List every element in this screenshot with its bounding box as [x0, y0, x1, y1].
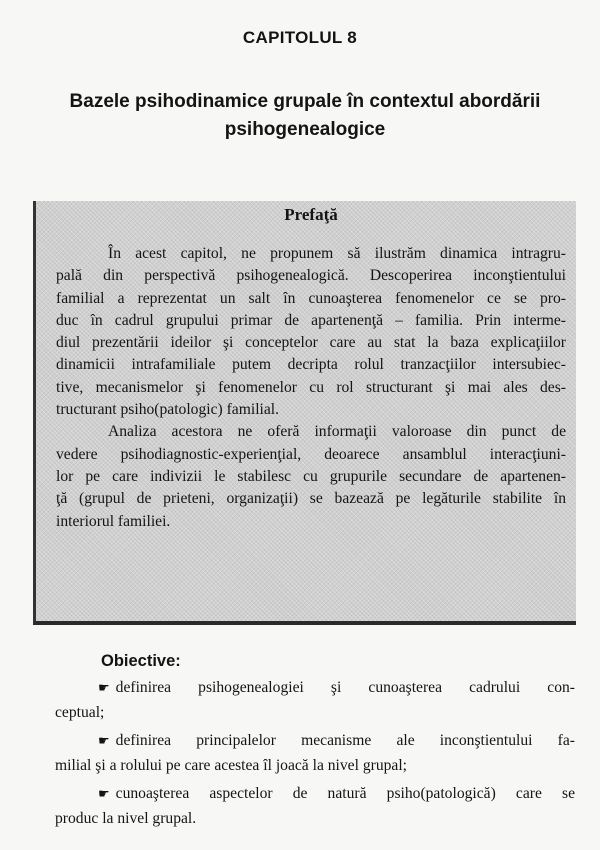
- objectives-heading: Obiective:: [101, 652, 181, 670]
- objective-first-line: [55, 676, 575, 701]
- pointing-hand-icon: ☛: [98, 681, 110, 696]
- chapter-title: [40, 88, 570, 144]
- text-line: tructurant psiho(patologic) familial.: [56, 401, 280, 419]
- text-line: pală din perspectivă psihogenealogică. Descoperirea inconştientului: [56, 267, 566, 285]
- text-line: vedere psihodiagnostic-experienţial, deoarece ansamblul interacţiuni-: [56, 445, 566, 463]
- text-line: În acest capitol, ne propunem să ilustrăm dinamica intragru-: [108, 245, 566, 262]
- text-line: diul prezentării ideilor şi conceptelor care au stat la baza explicaţiilor: [56, 334, 566, 352]
- objective-first-line: [55, 782, 575, 807]
- objective-continuation: produc la nivel grupal.: [55, 810, 197, 827]
- preface-paragraph-2: [56, 421, 566, 532]
- chapter-title-line: psihogenealogice: [224, 119, 386, 140]
- text-line: familial a reprezentat un salt în cunoaşterea fenomenelor ce se pro-: [56, 289, 566, 307]
- text-line: Analiza acestora ne oferă informaţii valoroase din punct de: [108, 423, 566, 441]
- objective-text: cunoaşterea aspectelor de natură psiho(patologică) care se: [115, 785, 575, 802]
- pointing-hand-icon: ☛: [98, 787, 110, 802]
- preface-heading: Prefaţă: [284, 205, 338, 224]
- text-line: interiorul familiei.: [56, 512, 171, 530]
- objectives-section: [55, 650, 575, 831]
- text-line: tive, mecanismelor şi fenomenelor cu rol structurant şi mai ales des-: [56, 378, 566, 396]
- text-line: duc în cadrul grupului primar de apartenenţă – familia. Prin interme-: [56, 311, 566, 329]
- preface-box: [33, 201, 576, 625]
- text-line: ţă (grupul de prieteni, organizaţii) se bazează pe legăturile stabilite în: [56, 490, 566, 508]
- text-line: lor pe care indivizii le stabilesc cu grupurile secundare de apartenen-: [56, 467, 566, 485]
- chapter-number: CAPITOLUL 8: [242, 28, 358, 47]
- objective-item: [55, 729, 575, 778]
- preface-paragraph-1: [56, 243, 566, 421]
- objective-text: definirea principalelor mecanisme ale inconştientului fa-: [115, 732, 575, 749]
- text-line: dinamicii intrafamiliale putem decripta rolul tranzacţiilor intersubiec-: [56, 356, 566, 374]
- pointing-hand-icon: ☛: [98, 734, 110, 749]
- objective-text: definirea psihogenealogiei şi cunoaşterea cadrului con-: [115, 679, 575, 696]
- objective-item: [55, 782, 575, 831]
- objective-item: [55, 676, 575, 725]
- chapter-title-line: Bazele psihodinamice grupale în contextul abordării: [69, 91, 541, 112]
- objective-first-line: [55, 729, 575, 754]
- objective-continuation: milial şi a rolului pe care acestea îl joacă la nivel grupal;: [55, 757, 408, 774]
- objective-continuation: ceptual;: [55, 704, 105, 721]
